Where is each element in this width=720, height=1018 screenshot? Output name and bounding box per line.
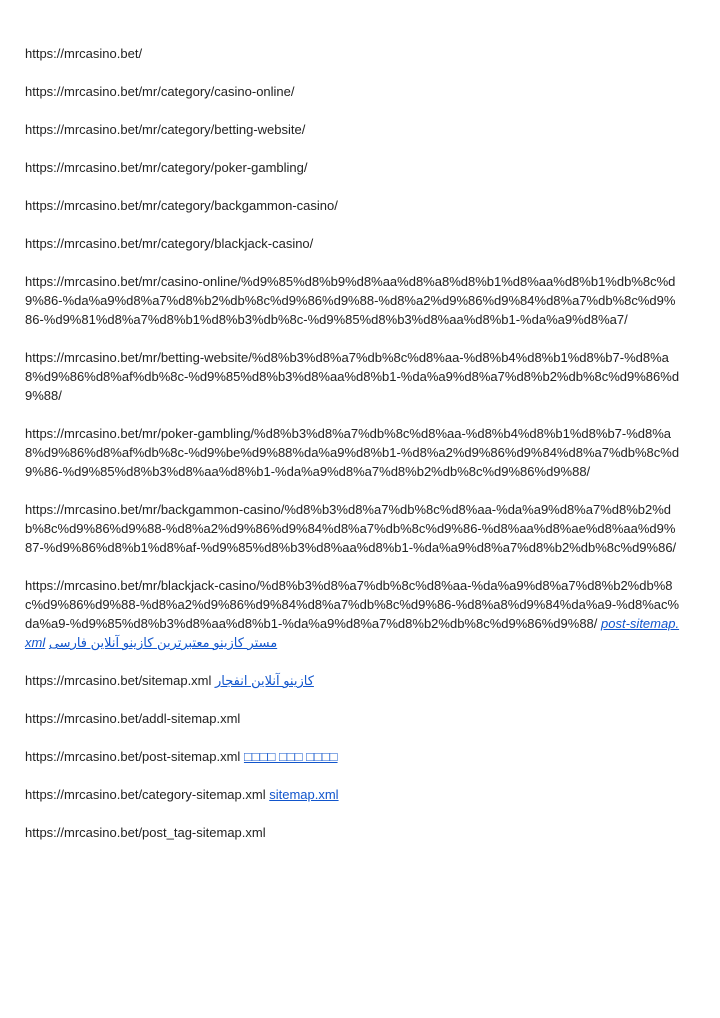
url-entry <box>25 82 680 101</box>
url-entry <box>25 158 680 177</box>
url-text: https://mrcasino.bet/mr/category/backgammon-casino/ <box>25 198 338 213</box>
url-text: https://mrcasino.bet/mr/blackjack-casino/%d8%b3%d8%a7%db%8c%d8%aa-%da%a9%d8%a7%d8%b2%db%8c%d9%86%d9%88-%d8%a2%d9%86%d9%84%d8%a7%db%8c%d9%86-%d8%a8%d9%84%da%a9-%d8%ac%da%a9-%d9%85%d8%b3%d8%aa%d8%b1-%da%a9%d8%a7%d8%b2%db%8c%d9%86%d9%88/ <box>25 578 680 631</box>
url-text: https://mrcasino.bet/mr/category/poker-gambling/ <box>25 160 308 175</box>
url-entry <box>25 785 680 804</box>
url-text: https://mrcasino.bet/ <box>25 46 143 61</box>
url-entry <box>25 424 680 481</box>
url-entry <box>25 823 680 842</box>
url-text: https://mrcasino.bet/mr/poker-gambling/%d8%b3%d8%a7%db%8c%d8%aa-%d8%b4%d8%b1%d8%b7-%d8%a8%d9%86%d8%af%db%8c-%d9%be%d9%88%da%a9%d8%b1-%d8%a2%d9%86%d9%84%d8%a7%db%8c%d9%86-%d9%85%d8%b3%d8%aa%d8%b1-%da%a9%d8%a7%d8%b2%db%8c%d9%86%d9%88/ <box>25 426 680 479</box>
url-text: https://mrcasino.bet/post-sitemap.xml <box>25 749 241 764</box>
url-entry <box>25 671 680 690</box>
url-entry <box>25 234 680 253</box>
url-entry <box>25 196 680 215</box>
url-text: https://mrcasino.bet/mr/category/betting-website/ <box>25 122 306 137</box>
url-entry <box>25 120 680 139</box>
document-page <box>25 44 680 861</box>
post-sitemap-link[interactable]: post-sitemap.xml <box>25 616 680 650</box>
url-text: https://mrcasino.bet/addl-sitemap.xml <box>25 711 241 726</box>
url-entry <box>25 747 680 766</box>
url-text: https://mrcasino.bet/mr/backgammon-casino/%d8%b3%d8%a7%db%8c%d8%aa-%da%a9%d8%a7%d8%b2%db%8c%d9%86%d9%88-%d8%a2%d9%86%d9%84%d8%a7%db%8c%d9%86-%d8%aa%d8%ae%d8%aa%d9%87-%d9%86%d8%b1%d8%af-%d9%85%d8%b3%d8%aa%d8%b1-%da%a9%d8%a7%d8%b2%db%8c%d9%86/ <box>25 502 677 555</box>
mr-casino-farsi-link[interactable]: مستر کازینو معتبرترین کازینو آنلاین فارسی <box>48 635 278 650</box>
url-entry <box>25 709 680 728</box>
url-entry <box>25 576 680 652</box>
url-text: https://mrcasino.bet/mr/betting-website/%d8%b3%d8%a7%db%8c%d8%aa-%d8%b4%d8%b1%d8%b7-%d8%a8%d9%86%d8%af%db%8c-%d9%85%d8%b3%d8%aa%d8%b1-%da%a9%d8%a7%d8%b2%db%8c%d9%86%d9%88/ <box>25 350 680 403</box>
url-text: https://mrcasino.bet/mr/category/blackjack-casino/ <box>25 236 314 251</box>
casino-enfejar-link[interactable]: کازینو آنلاین انفجار <box>215 673 314 688</box>
sitemap-link[interactable]: sitemap.xml <box>269 787 339 802</box>
url-text: https://mrcasino.bet/category-sitemap.xml <box>25 787 266 802</box>
url-entry <box>25 348 680 405</box>
url-entry <box>25 44 680 63</box>
url-entry <box>25 272 680 329</box>
url-text: https://mrcasino.bet/post_tag-sitemap.xml <box>25 825 266 840</box>
url-text: https://mrcasino.bet/mr/category/casino-online/ <box>25 84 295 99</box>
url-text: https://mrcasino.bet/mr/casino-online/%d9%85%d8%b9%d8%aa%d8%a8%d8%b1%d8%aa%d8%b1%db%8c%d9%86-%da%a9%d8%a7%d8%b2%db%8c%d9%86%d9%88-%d8%a2%d9%86%d9%84%d8%a7%db%8c%d9%86-%d9%81%d8%a7%d8%b1%d8%b3%db%8c-%d9%85%d8%b3%d8%aa%d8%b1-%da%a9%d8%a7/ <box>25 274 676 327</box>
url-text: https://mrcasino.bet/sitemap.xml <box>25 673 212 688</box>
url-entry <box>25 500 680 557</box>
placeholder-glyph-link[interactable]: □□□□ □□□ □□□□ <box>243 749 338 764</box>
